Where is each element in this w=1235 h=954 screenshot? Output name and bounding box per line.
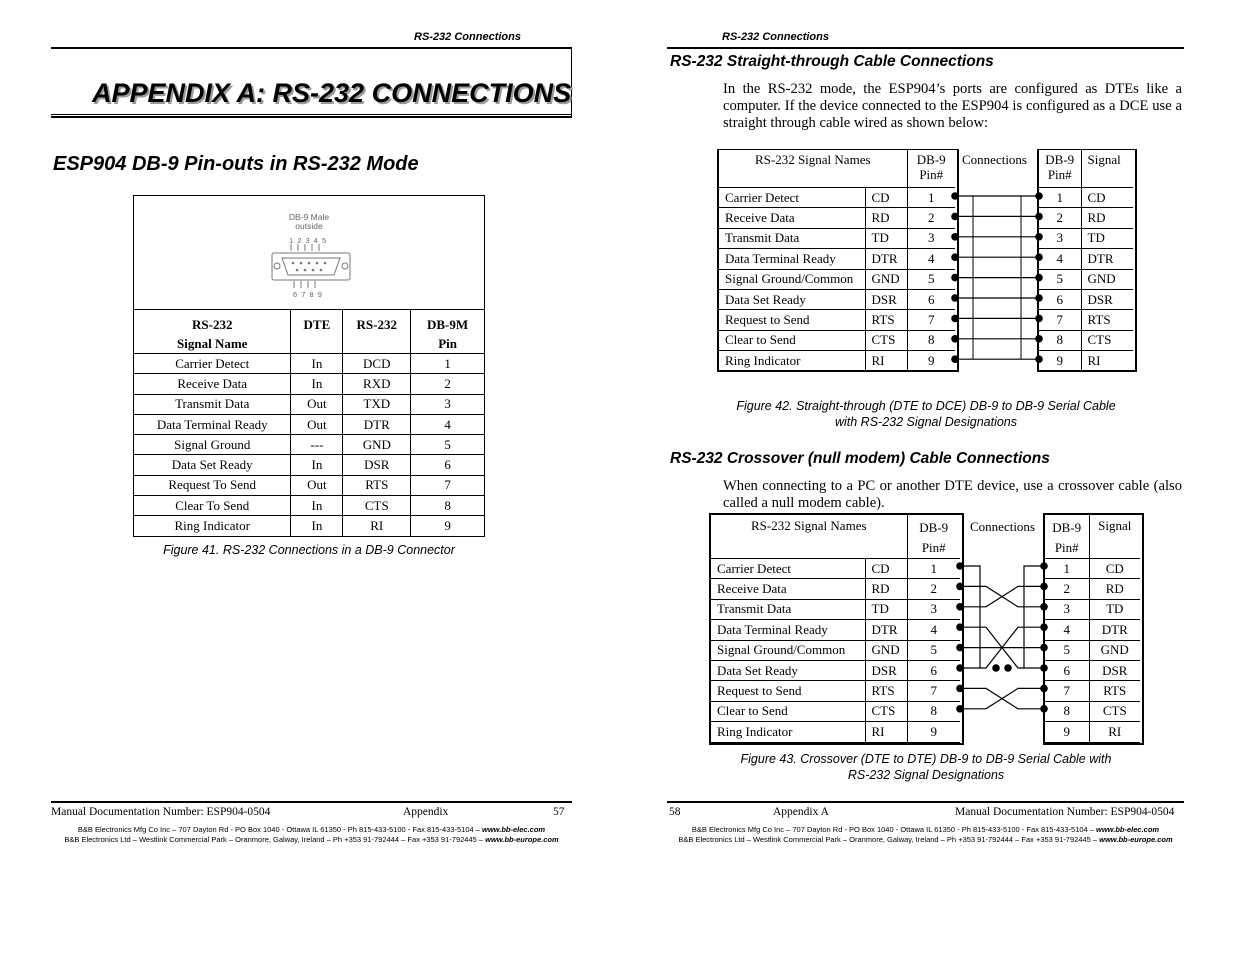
cell-pin: 2 (907, 579, 960, 599)
cell-signal-name: Request to Send (711, 681, 865, 701)
header-rule (51, 47, 572, 49)
cell-signal-abbr: RTS (865, 681, 907, 701)
footer-address-us: B&B Electronics Mfg Co Inc – 707 Dayton Rd - PO Box 1040 - Ottawa IL 61350 - Ph 815-433-5100 - Fax 815-433-5104 – www.bb-elec.com (77, 825, 546, 834)
footer-link-us[interactable]: www.bb-elec.com (1096, 825, 1160, 834)
table-row (134, 475, 485, 495)
cell-signal-name: Carrier Detect (134, 354, 291, 374)
cell-signal-abbr: DSR (865, 660, 907, 680)
signal-row (719, 249, 955, 269)
header-db9-pin-right: DB-9 Pin# (1039, 150, 1081, 188)
junction-right (1004, 664, 1012, 672)
cell-dte: In (291, 374, 343, 394)
cell-signal-abbr: TD (865, 228, 907, 248)
footer-doc-number: Manual Documentation Number: ESP904-0504 (51, 806, 271, 818)
cell-signal-abbr: CD (865, 559, 907, 579)
cell-signal-name: Ring Indicator (719, 351, 865, 371)
cell-dte: Out (291, 394, 343, 414)
cell-pin: 1 (907, 188, 955, 208)
cell-rs232: GND (343, 435, 411, 455)
footer-page-number: 58 (669, 806, 681, 818)
cell-pin: 8 (411, 496, 485, 516)
cell-signal-name: Data Set Ready (719, 289, 865, 309)
signal-row (1045, 681, 1140, 701)
crossover-wiring-diagram (950, 556, 1054, 740)
cell-pin: 2 (411, 374, 485, 394)
wire-end-left (951, 233, 959, 241)
cell-signal-name: Receive Data (711, 579, 865, 599)
signal-row (1045, 640, 1140, 660)
cell-pin: 1 (1039, 188, 1081, 208)
wire-end-right (1035, 192, 1043, 200)
cell-pin: 5 (1039, 269, 1081, 289)
footer-address-eu: B&B Electronics Ltd – Westlink Commercial Park – Oranmore, Galway, Ireland – Ph +353 91-792444 – Fax +353 91-792445 – www.bb-europe.com (64, 835, 559, 844)
cell-signal-abbr: GND (865, 269, 907, 289)
title-rule-1 (51, 114, 572, 115)
figure-42-caption: Figure 42. Straight-through (DTE to DCE) DB-9 to DB-9 Serial Cable with RS-232 Signal Designations (736, 399, 1116, 429)
signal-row (711, 599, 960, 619)
signal-row (1045, 579, 1140, 599)
cell-signal-abbr: DTR (1089, 620, 1140, 640)
wire-end-left (951, 253, 959, 261)
cell-signal-name: Receive Data (134, 374, 291, 394)
footer-section: Appendix A (773, 806, 829, 818)
cell-signal-abbr: DSR (1081, 289, 1133, 309)
cell-pin: 6 (1039, 289, 1081, 309)
table-row (134, 354, 485, 374)
table-row (134, 414, 485, 434)
wire-end-left (951, 335, 959, 343)
cell-pin: 6 (907, 289, 955, 309)
wire-end-right (1035, 315, 1043, 323)
cell-signal-abbr: RD (1089, 579, 1140, 599)
cell-signal-name: Transmit Data (134, 394, 291, 414)
jumper-cd-dsr-left (960, 566, 980, 668)
crossover-title: RS-232 Crossover (null modem) Cable Connections (670, 450, 1050, 467)
wire-end-right (1035, 355, 1043, 363)
cell-pin: 9 (1045, 722, 1089, 742)
cell-pin: 2 (907, 208, 955, 228)
signal-row (1039, 269, 1133, 289)
wire-end-left (951, 355, 959, 363)
signal-row (719, 208, 955, 228)
wire-end-right (1035, 253, 1043, 261)
cell-signal-abbr: DSR (865, 289, 907, 309)
cell-signal-abbr: RD (865, 208, 907, 228)
footer-address-eu: B&B Electronics Ltd – Westlink Commercial Park – Oranmore, Galway, Ireland – Ph +353 91-792444 – Fax +353 91-792445 – www.bb-europe.com (678, 835, 1173, 844)
cell-pin: 1 (907, 559, 960, 579)
straight-through-text: In the RS-232 mode, the ESP904’s ports are configured as DTEs like a computer. If the device connected to the ESP904 is configured as a DCE use a straight through cable wired as shown below: (723, 81, 1182, 131)
cell-pin: 4 (411, 414, 485, 434)
cell-signal-abbr: GND (1081, 269, 1133, 289)
cell-signal-name: Carrier Detect (719, 188, 865, 208)
cell-signal-name: Ring Indicator (711, 722, 865, 742)
signal-row (719, 289, 955, 309)
figure-41-caption: Figure 41. RS-232 Connections in a DB-9 Connector (163, 543, 455, 557)
header-dte: DTE (291, 310, 343, 354)
page-57 (0, 0, 617, 954)
cell-signal-name: Data Terminal Ready (134, 414, 291, 434)
footer-rule (667, 801, 1184, 803)
cell-rs232: RTS (343, 475, 411, 495)
title-box-right-rule (571, 49, 572, 117)
cell-signal-name: Request To Send (134, 475, 291, 495)
wire-end-right (1035, 233, 1043, 241)
crossover-right-table (1045, 515, 1140, 743)
figure-43-caption: Figure 43. Crossover (DTE to DTE) DB-9 to DB-9 Serial Cable with RS-232 Signal Designations (740, 752, 1112, 782)
cell-signal-abbr: RD (865, 579, 907, 599)
cell-signal-name: Signal Ground (134, 435, 291, 455)
cell-signal-abbr: DTR (865, 249, 907, 269)
cell-dte: In (291, 496, 343, 516)
header-signal-names: RS-232 Signal Names (711, 515, 907, 559)
cell-signal-abbr: RI (865, 351, 907, 371)
appendix-title: APPENDIX A: RS-232 CONNECTIONS (92, 78, 572, 108)
header-db9-pin: DB-9 Pin# (907, 150, 955, 188)
straight-through-title: RS-232 Straight-through Cable Connections (670, 53, 994, 70)
cell-dte: In (291, 516, 343, 536)
footer-link-eu[interactable]: www.bb-europe.com (485, 835, 559, 844)
cell-signal-abbr: RI (865, 722, 907, 742)
cell-signal-name: Clear to Send (719, 330, 865, 350)
footer-address-us: B&B Electronics Mfg Co Inc – 707 Dayton Rd - PO Box 1040 - Ottawa IL 61350 - Ph 815-433-5100 - Fax 815-433-5104 – www.bb-elec.com (691, 825, 1160, 834)
cell-signal-name: Clear To Send (134, 496, 291, 516)
wire-end-right (1035, 213, 1043, 221)
straight-left-table (719, 150, 955, 372)
cell-signal-name: Data Set Ready (711, 660, 865, 680)
cell-pin: 7 (1039, 310, 1081, 330)
signal-row (719, 310, 955, 330)
cell-signal-name: Carrier Detect (711, 559, 865, 579)
signal-row (711, 559, 960, 579)
cell-signal-abbr: DSR (1089, 660, 1140, 680)
cell-rs232: RXD (343, 374, 411, 394)
cell-pin: 8 (1045, 701, 1089, 721)
footer-section: Appendix (403, 806, 449, 818)
table-row (134, 435, 485, 455)
signal-row (711, 640, 960, 660)
cell-signal-name: Data Terminal Ready (719, 249, 865, 269)
cell-rs232: DCD (343, 354, 411, 374)
signal-row (711, 722, 960, 742)
cell-signal-name: Receive Data (719, 208, 865, 228)
title-rule-2 (51, 116, 572, 118)
footer-link-eu[interactable]: www.bb-europe.com (1099, 835, 1173, 844)
footer-link-us[interactable]: www.bb-elec.com (482, 825, 546, 834)
cell-pin: 4 (907, 249, 955, 269)
jumper-cd-dsr-right (1024, 566, 1044, 668)
cell-signal-abbr: TD (1081, 228, 1133, 248)
cell-signal-name: Transmit Data (711, 599, 865, 619)
signal-row (719, 188, 955, 208)
header-signal: Signal (1089, 515, 1140, 559)
cell-signal-abbr: CTS (865, 701, 907, 721)
signal-row (719, 269, 955, 289)
signal-row (1039, 351, 1133, 371)
cell-dte: Out (291, 414, 343, 434)
straight-connections-label: Connections (962, 152, 1027, 167)
signal-row (711, 620, 960, 640)
cell-pin: 9 (1039, 351, 1081, 371)
cell-pin: 8 (907, 701, 960, 721)
cell-pin: 8 (907, 330, 955, 350)
cell-signal-abbr: RI (1081, 351, 1133, 371)
cell-pin: 5 (1045, 640, 1089, 660)
wire-end-left (951, 294, 959, 302)
cell-signal-abbr: TD (865, 599, 907, 619)
cell-signal-name: Request to Send (719, 310, 865, 330)
running-header: RS-232 Connections (722, 31, 829, 43)
cell-pin: 6 (1045, 660, 1089, 680)
straight-right-header (1039, 150, 1133, 188)
header-db9-pin: DB-9 Pin# (907, 515, 960, 559)
cell-pin: 3 (411, 394, 485, 414)
cell-rs232: CTS (343, 496, 411, 516)
connector-label-line2: outside (295, 221, 323, 231)
wire-td-rd (960, 586, 1044, 606)
straight-left-header (719, 150, 955, 188)
cell-pin: 7 (907, 310, 955, 330)
connector-top-pins: 1 2 3 4 5 (289, 236, 328, 245)
crossover-right-header (1045, 515, 1140, 559)
pinout-table (133, 309, 485, 537)
cell-rs232: DTR (343, 414, 411, 434)
crossover-text: When connecting to a PC or another DTE device, use a crossover cable (also called a null modem cable). (723, 478, 1182, 511)
cell-signal-abbr: CTS (865, 330, 907, 350)
cell-pin: 7 (907, 681, 960, 701)
cell-pin: 3 (907, 599, 960, 619)
cell-rs232: RI (343, 516, 411, 536)
cell-pin: 2 (1039, 208, 1081, 228)
signal-row (1039, 249, 1133, 269)
signal-row (1039, 330, 1133, 350)
cell-pin: 1 (1045, 559, 1089, 579)
signal-row (1045, 559, 1140, 579)
cell-signal-name: Data Terminal Ready (711, 620, 865, 640)
crossover-left-table (711, 515, 960, 743)
signal-row (719, 228, 955, 248)
signal-row (711, 701, 960, 721)
cell-pin: 2 (1045, 579, 1089, 599)
signal-row (1039, 310, 1133, 330)
cell-signal-abbr: RI (1089, 722, 1140, 742)
cell-signal-name: Clear to Send (711, 701, 865, 721)
cell-signal-abbr: GND (865, 640, 907, 660)
cell-signal-name: Ring Indicator (134, 516, 291, 536)
wire-end-left (951, 213, 959, 221)
cell-signal-abbr: CTS (1089, 701, 1140, 721)
header-rs232: RS-232 (343, 310, 411, 354)
cell-pin: 9 (907, 351, 955, 371)
cell-pin: 9 (907, 722, 960, 742)
signal-row (1039, 188, 1133, 208)
cell-dte: --- (291, 435, 343, 455)
connector-label (134, 213, 484, 231)
cell-pin: 1 (411, 354, 485, 374)
table-row (134, 455, 485, 475)
cell-dte: In (291, 354, 343, 374)
cell-signal-abbr: CD (1089, 559, 1140, 579)
cell-pin: 4 (907, 620, 960, 640)
cell-pin: 4 (1045, 620, 1089, 640)
cell-signal-abbr: DTR (865, 620, 907, 640)
header-signal-name: RS-232 Signal Name (134, 310, 291, 354)
cell-signal-abbr: TD (1089, 599, 1140, 619)
signal-row (1045, 722, 1140, 742)
cell-signal-abbr: GND (1089, 640, 1140, 660)
db9-connector-icon (264, 243, 354, 291)
header-db9-pin-right: DB-9 Pin# (1045, 515, 1089, 559)
cell-pin: 8 (1039, 330, 1081, 350)
cell-pin: 6 (907, 660, 960, 680)
wire-end-right (1035, 294, 1043, 302)
cell-signal-abbr: RTS (1089, 681, 1140, 701)
connector-figure-box (133, 195, 485, 310)
footer-doc-number: Manual Documentation Number: ESP904-0504 (955, 806, 1175, 818)
signal-row (719, 351, 955, 371)
signal-row (711, 681, 960, 701)
cell-pin: 7 (1045, 681, 1089, 701)
cell-pin: 3 (907, 228, 955, 248)
signal-row (1045, 660, 1140, 680)
cell-pin: 5 (907, 269, 955, 289)
cell-signal-abbr: RTS (1081, 310, 1133, 330)
header-rule (667, 47, 1184, 49)
signal-row (1045, 599, 1140, 619)
cell-signal-name: Data Set Ready (134, 455, 291, 475)
signal-row (1039, 208, 1133, 228)
cell-rs232: TXD (343, 394, 411, 414)
table-row (134, 374, 485, 394)
cell-pin: 3 (1039, 228, 1081, 248)
cell-signal-abbr: RTS (865, 310, 907, 330)
cell-signal-name: Signal Ground/Common (719, 269, 865, 289)
cell-rs232: DSR (343, 455, 411, 475)
straight-right-table (1039, 150, 1133, 372)
cell-signal-name: Signal Ground/Common (711, 640, 865, 660)
section-title: ESP904 DB-9 Pin-outs in RS-232 Mode (53, 153, 419, 175)
cell-pin: 9 (411, 516, 485, 536)
signal-row (1039, 289, 1133, 309)
page-58 (617, 0, 1235, 954)
signal-row (1045, 620, 1140, 640)
cell-pin: 3 (1045, 599, 1089, 619)
cell-pin: 5 (907, 640, 960, 660)
table-row (134, 516, 485, 536)
crossover-connections-label: Connections (970, 519, 1035, 534)
cell-dte: Out (291, 475, 343, 495)
cell-signal-abbr: DTR (1081, 249, 1133, 269)
cell-signal-abbr: CD (1081, 188, 1133, 208)
signal-row (1045, 701, 1140, 721)
header-signal: Signal (1081, 150, 1133, 188)
cell-pin: 6 (411, 455, 485, 475)
running-header: RS-232 Connections (414, 31, 521, 43)
signal-row (1039, 228, 1133, 248)
cell-pin: 7 (411, 475, 485, 495)
signal-row (711, 660, 960, 680)
footer-page-number: 57 (553, 806, 565, 818)
cell-pin: 5 (411, 435, 485, 455)
cell-signal-name: Transmit Data (719, 228, 865, 248)
cell-pin: 4 (1039, 249, 1081, 269)
wire-end-right (1035, 274, 1043, 282)
connector-label-line1: DB-9 Male (288, 212, 330, 222)
footer-rule (51, 801, 572, 803)
cell-signal-abbr: RD (1081, 208, 1133, 228)
straight-wiring-diagram (947, 186, 1047, 370)
crossover-left-header (711, 515, 960, 559)
junction-left (992, 664, 1000, 672)
cell-signal-abbr: CTS (1081, 330, 1133, 350)
wire-end-left (951, 274, 959, 282)
table-row (134, 394, 485, 414)
cell-signal-abbr: CD (865, 188, 907, 208)
header-signal-names: RS-232 Signal Names (719, 150, 907, 188)
cell-dte: In (291, 455, 343, 475)
table-row (134, 496, 485, 516)
wire-cts-rts (960, 688, 1044, 708)
table-header-row (134, 310, 485, 354)
connector-bottom-pins: 6 7 8 9 (293, 290, 323, 299)
wire-end-left (951, 192, 959, 200)
signal-row (711, 579, 960, 599)
header-db9m-pin: DB-9M Pin (411, 310, 485, 354)
wire-end-left (951, 315, 959, 323)
wire-end-right (1035, 335, 1043, 343)
signal-row (719, 330, 955, 350)
